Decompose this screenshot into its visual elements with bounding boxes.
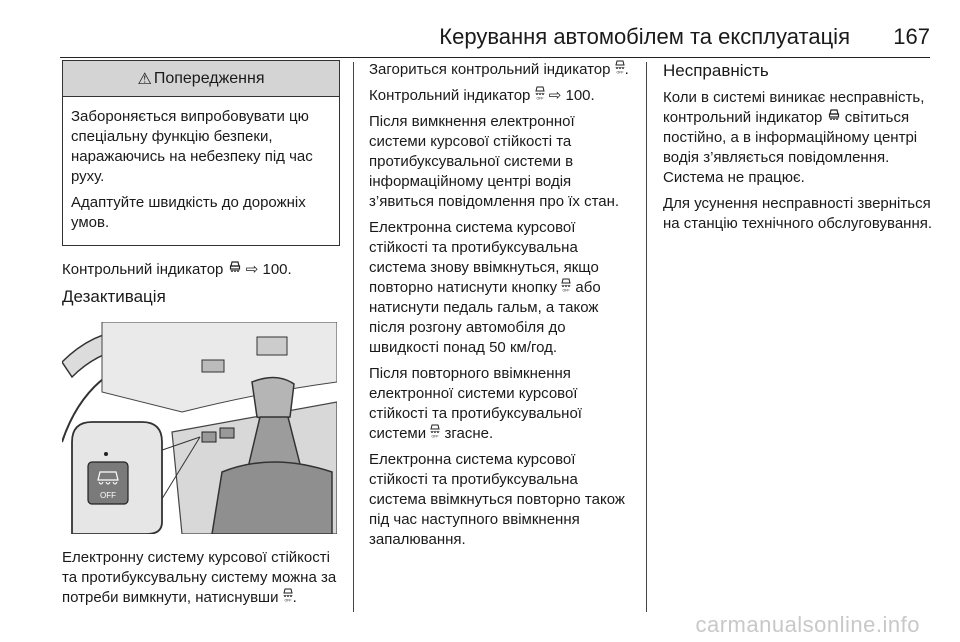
page-ref-arrow-icon: ⇨ <box>245 261 259 278</box>
svg-text:OFF: OFF <box>562 288 570 292</box>
warning-paragraph: Адаптуйте швидкість до дорожніх умов. <box>71 194 306 231</box>
page-number: 167 <box>893 24 930 49</box>
header-rule <box>60 57 930 58</box>
column-left <box>62 60 340 614</box>
svg-text:OFF: OFF <box>616 70 624 74</box>
traction-indicator-icon <box>827 108 841 128</box>
warning-body <box>63 97 339 245</box>
traction-indicator-icon <box>228 260 242 280</box>
paragraph: Для усунення несправності зверніться на станцію технічного обслуговування. <box>663 195 933 232</box>
section-heading: Несправність <box>663 61 769 80</box>
warning-title: Попередження <box>153 69 265 87</box>
esc-off-button-icon <box>561 278 571 298</box>
section-heading: Дезактивація <box>62 287 166 306</box>
esc-off-indicator-icon <box>430 424 440 444</box>
svg-text:OFF: OFF <box>431 434 439 438</box>
esc-off-indicator-icon <box>615 60 625 80</box>
warning-paragraph: Забороняється випробовувати цю спеціальну функцію безпеки, наражаючись на небезпеку під час руху. <box>71 108 313 185</box>
paragraph: Електронна система курсової стійкості та протибуксувальна система ввімкнуться повторно також під час наступного ввімкнення запалювання. <box>369 451 625 548</box>
indicator-reference: Контрольний індикатор ⇨ 100. <box>62 261 292 278</box>
esc-off-indicator-icon <box>535 86 545 106</box>
watermark: carmanualsonline.info <box>695 612 920 637</box>
column-divider <box>646 62 647 612</box>
caption-paragraph: Електронну систему курсової стійкості та протибуксувальну систему можна за потреби вимкнути, натиснувши OFF . <box>62 549 337 606</box>
column-right <box>663 60 933 240</box>
off-label: OFF <box>100 491 116 500</box>
paragraph: Після вимкнення електронної системи курсової стійкості та протибуксувальної системи в інформаційному центрі водія з’явиться повідомлення про їх стан. <box>369 113 620 210</box>
warning-box <box>62 60 340 246</box>
paragraph: Електронна система курсової стійкості та протибуксувальна система знову ввімкнуться, якщо повторно натиснути кнопку OFF або натиснути педаль гальм, а також після розгону автомобіля до швидкості понад 50 км/год. <box>369 219 601 356</box>
page-ref-arrow-icon: ⇨ <box>548 87 562 104</box>
header-title: Керування автомобілем та експлуатація <box>439 24 850 49</box>
page-header <box>60 22 930 58</box>
warning-header <box>63 61 339 97</box>
warning-triangle-icon: ⚠ <box>137 70 152 88</box>
paragraph: Контрольний індикатор OFF ⇨ 100. <box>369 87 595 104</box>
paragraph: Після повторного ввімкнення електронної системи курсової стійкості та протибуксувальної системи OFF згасне. <box>369 365 582 442</box>
svg-text:OFF: OFF <box>284 598 292 602</box>
esc-off-button-icon <box>283 588 293 608</box>
paragraph: Загориться контрольний індикатор OFF . <box>369 61 629 78</box>
column-divider <box>353 62 354 612</box>
svg-text:OFF: OFF <box>536 96 544 100</box>
column-middle <box>369 60 634 556</box>
paragraph: Коли в системі виникає несправність, контрольний індикатор світиться постійно, а в інформаційному центрі водія з’являється повідомлення. Система не працює. <box>663 89 925 186</box>
dashboard-figure <box>62 322 337 534</box>
